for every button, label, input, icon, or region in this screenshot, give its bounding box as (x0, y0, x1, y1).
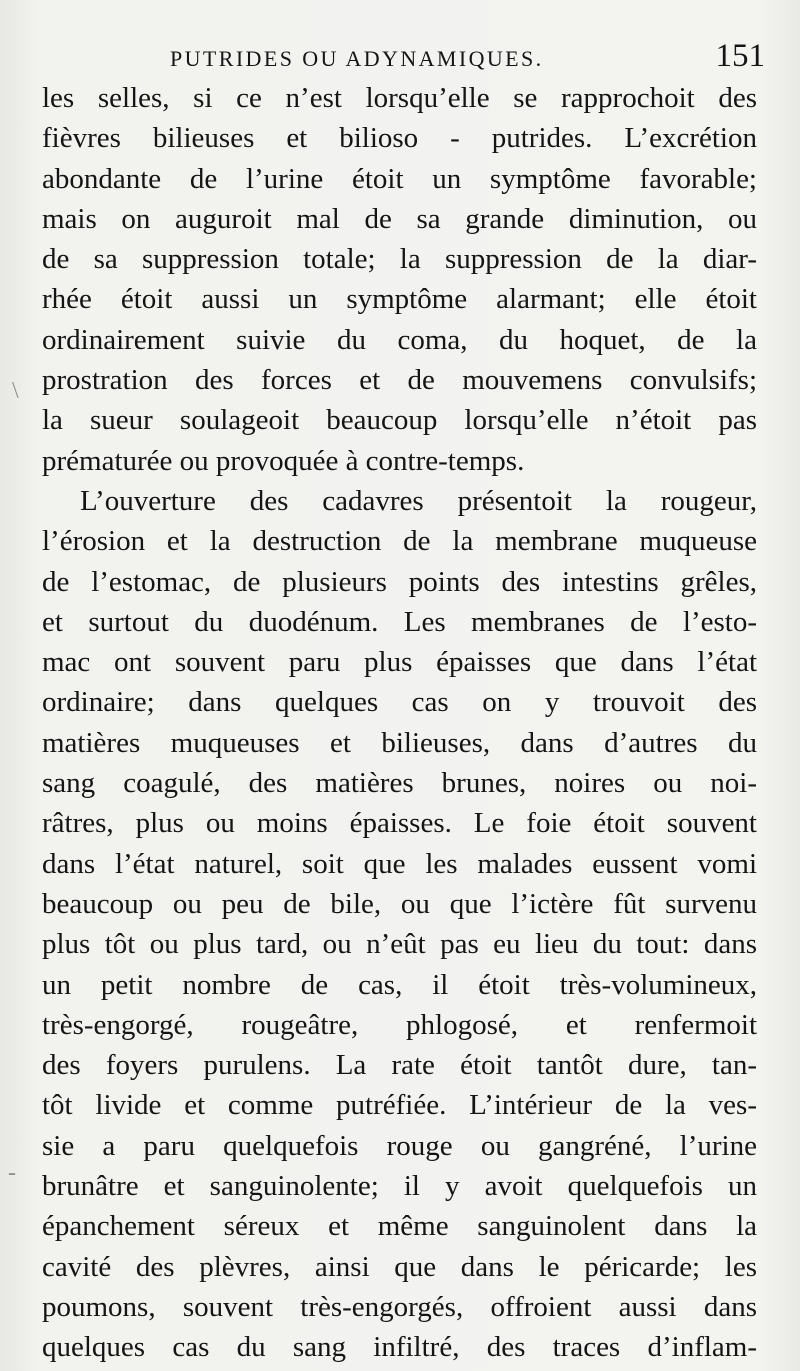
text-line: plus tôt ou plus tard, ou n’eût pas eu lieu du tout: dans (42, 928, 757, 961)
text-line: dans l’état naturel, soit que les malades eussent vomi (42, 847, 757, 880)
text-line: tôt livide et comme putréfiée. L’intérieur de la ves- (42, 1089, 757, 1122)
text-line: très-engorgé, rougeâtre, phlogosé, et renfermoit (42, 1008, 757, 1041)
margin-mark: - (8, 1160, 16, 1186)
text-line: sang coagulé, des matières brunes, noires ou noi- (42, 767, 757, 800)
paragraph-end-line: prématurée ou provoquée à contre-temps. (42, 444, 525, 477)
text-line: mac ont souvent paru plus épaisses que dans l’état (42, 646, 757, 679)
text-line: brunâtre et sanguinolente; il y avoit quelquefois un (42, 1170, 757, 1203)
text-line: et surtout du duodénum. Les membranes de l’esto- (42, 605, 757, 638)
body-text (42, 78, 757, 1368)
text-line: cavité des plèvres, ainsi que dans le péricarde; les (42, 1250, 757, 1283)
text-line: ordinaire; dans quelques cas on y trouvoit des (42, 686, 757, 719)
text-line: épanchement séreux et même sanguinolent dans la (42, 1210, 757, 1243)
text-line: beaucoup ou peu de bile, ou que l’ictère fût survenu (42, 887, 757, 920)
text-line: ordinairement suivie du coma, du hoquet, de la (42, 323, 757, 356)
text-line: l’érosion et la destruction de la membrane muqueuse (42, 525, 757, 558)
text-line: la sueur soulageoit beaucoup lorsqu’elle n’étoit pas (42, 404, 757, 437)
text-line: mais on auguroit mal de sa grande diminution, ou (42, 202, 757, 235)
text-line: rhée étoit aussi un symptôme alarmant; elle étoit (42, 283, 757, 316)
text-line: quelques cas du sang infiltré, des traces d’inflam- (42, 1331, 757, 1364)
text-line: poumons, souvent très-engorgés, offroient aussi dans (42, 1290, 757, 1323)
text-line: sie a paru quelquefois rouge ou gangréné, l’urine (42, 1129, 757, 1162)
text-line: matières muqueuses et bilieuses, dans d’autres du (42, 726, 757, 759)
text-line: des foyers purulens. La rate étoit tantôt dure, tan- (42, 1049, 757, 1082)
text-line: râtres, plus ou moins épaisses. Le foie étoit souvent (42, 807, 757, 840)
paragraph-start-line: L’ouverture des cadavres présentoit la rougeur, (80, 484, 757, 517)
text-line: un petit nombre de cas, il étoit très-volumineux, (42, 968, 757, 1001)
text-line: abondante de l’urine étoit un symptôme favorable; (42, 162, 757, 195)
text-line: prostration des forces et de mouvemens convulsifs; (42, 364, 757, 397)
page-number: 151 (715, 38, 765, 74)
text-line: les selles, si ce n’est lorsqu’elle se rapprochoit des (42, 82, 757, 114)
text-line: de sa suppression totale; la suppression de la diar- (42, 243, 757, 276)
margin-mark: \ (12, 378, 19, 404)
text-line: de l’estomac, de plusieurs points des intestins grêles, (42, 565, 757, 598)
text-line: fièvres bilieuses et bilioso - putrides. L’excrétion (42, 122, 757, 155)
running-head: PUTRIDES OU ADYNAMIQUES. (170, 46, 544, 71)
page-header (170, 38, 765, 78)
